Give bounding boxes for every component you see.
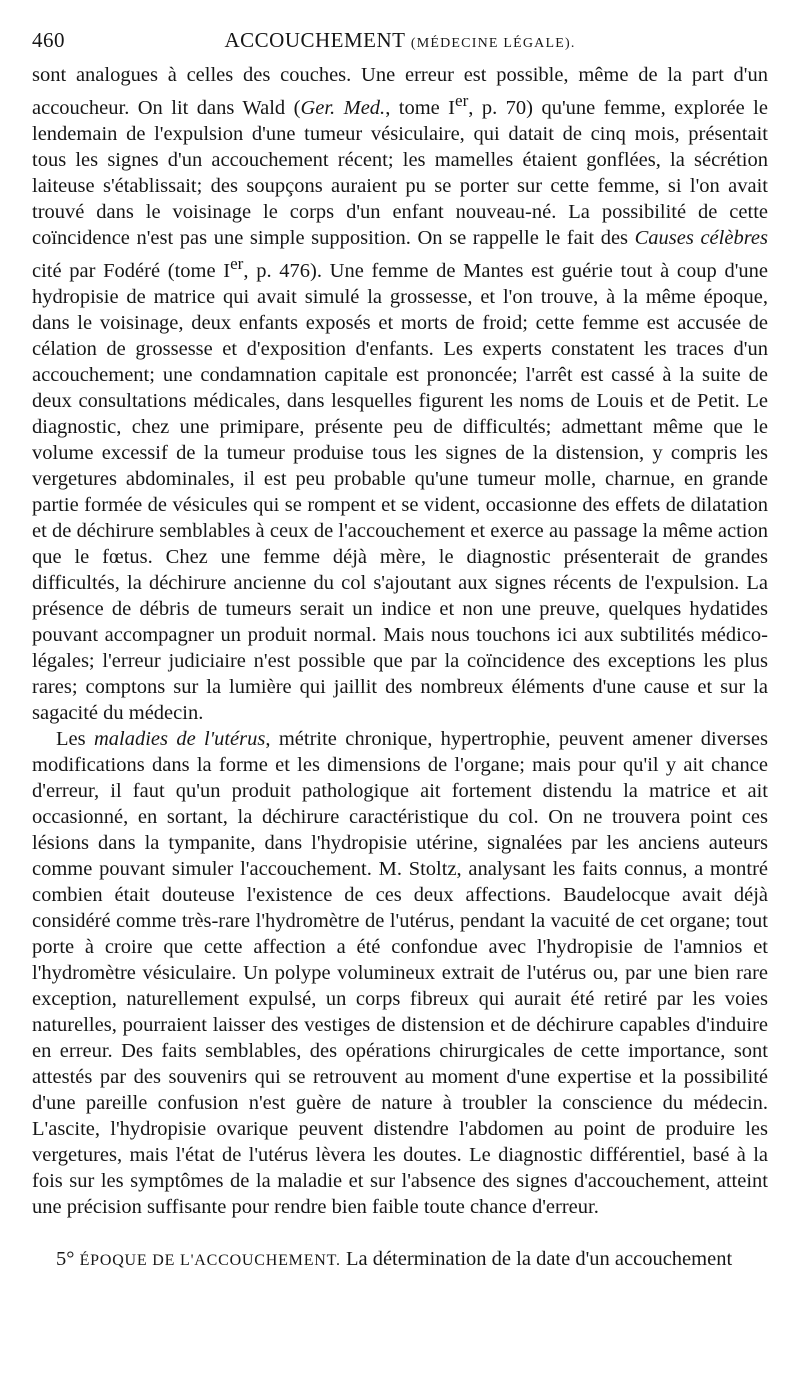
emphasis-maladies-uterus: maladies de l'utérus: [93, 727, 266, 750]
superscript: er: [230, 253, 244, 273]
citation-causes-celebres: Causes célèbres: [634, 226, 768, 249]
body-text: [32, 62, 768, 1274]
section-gap: [32, 1220, 768, 1246]
book-page: [32, 22, 768, 1274]
running-head: [32, 22, 768, 62]
text-run: , p. 476). Une femme de Mantes est guérie tout à coup d'une hydropisie de matrice qui avait simulé la grossesse, et l'on trouve, à la même époque, dans le voisinage, deux enfants exposés et morts de froid; cette femme est accusée de célation de grossesse et d'exposition d'enfants. Les experts constatent les traces d'un accouchement; une condamnation capitale est prononcée; l'arrêt est cassé à la suite de deux consultations médicales, dans lesquelles figurent les noms de Louis et de Petit. Le diagnostic, chez une primipare, présente peu de difficultés; admettant même que le volume excessif de la tumeur produise tous les signes de la distension, y compris les vergetures abdominales, il est peu probable qu'une tumeur molle, charnue, en grande partie formée de vésicules qui se rompent et se vident, occasionne des effets de dilatation et de déchirure semblables à ceux de l'accouchement et exerce au passage la même action que le fœtus. Chez une femme déjà mère, le diagnostic présenterait de grandes difficultés, la déchirure ancienne du col s'ajoutant aux signes récents de l'expulsion. La présence de débris de tumeurs serait un indice et non une preuve, quelques hydatides pouvant accompagner un produit normal. Mais nous touchons ici aux subtilités médico-légales; l'erreur judiciaire n'est possible que par la coïncidence des exceptions les plus rares; comptons sur la lumière qui jaillit des nombreux éléments d'une cause et sur la sagacité du médecin.: [32, 259, 768, 724]
text-run: Les: [56, 727, 94, 750]
paragraph-epoque-accouchement: [32, 1246, 768, 1274]
text-run: cité par Fodéré (tome I: [32, 259, 231, 282]
text-run: , tome I: [385, 96, 456, 119]
section-label: ÉPOQUE DE L'ACCOUCHEMENT.: [79, 1251, 341, 1269]
running-title: [32, 28, 768, 53]
running-title-main: ACCOUCHEMENT: [224, 28, 406, 52]
page-number: 460: [32, 28, 65, 52]
paragraph-uterine-diseases: [32, 726, 768, 1220]
paragraph-wald-case: [32, 62, 768, 726]
section-number: 5°: [56, 1247, 75, 1270]
text-run: La détermination de la date d'un accouchement: [340, 1247, 733, 1270]
text-run: , p. 70) qu'une femme, explorée le lendemain de l'expulsion d'une tumeur vésiculaire, qui datait de cinq mois, présentait tous les signes d'un accouchement récent; les mamelles étaient gonflées, la sécrétion laiteuse s'établissait; des soupçons auraient pu se porter sur cette femme, si l'on avait trouvé dans le voisinage le corps d'un enfant nouveau-né. La possibilité de cette coïncidence n'est pas une simple supposition. On se rappelle le fait des: [32, 96, 768, 249]
superscript: er: [455, 91, 469, 110]
text-run: , métrite chronique, hypertrophie, peuvent amener diverses modifications dans la forme et les dimensions de l'organe; mais pour qu'il y ait chance d'erreur, il faut qu'un produit pathologique ait fortement distendu la matrice et ait occasionné, en sortant, la déchirure caractéristique du col. On ne trouvera point ces lésions dans la tympanite, dans l'hydropisie utérine, signalées par les anciens auteurs comme pouvant simuler l'accouchement. M. Stoltz, analysant les faits connus, a montré combien était douteuse l'existence de ces deux affections. Baudelocque avait déjà considéré comme très-rare l'hydromètre de l'utérus, pendant la vacuité de cet organe; tout porte à croire que cette affection a été confondue avec l'hydropisie de l'amnios et l'hydromètre vésiculaire. Un polype volumineux extrait de l'utérus ou, par une bien rare exception, naturellement expulsé, un corps fibreux qui aurait été retiré par les voies naturelles, pourraient laisser des vestiges de distension et de déchirure capables d'induire en erreur. Des faits semblables, des opérations chirurgicales de cette importance, sont attestés par des souvenirs qui se retrouvent au moment d'une expertise et la possibilité d'une pareille confusion n'est guère de nature à troubler la conscience du médecin. L'ascite, l'hydropisie ovarique peuvent distendre l'abdomen au point de produire les vergetures, mais l'état de l'utérus lèvera les doutes. Le diagnostic différentiel, basé à la fois sur les symptômes de la maladie et sur l'absence des signes d'accouchement, atteint une précision suffisante pour rendre bien faible toute chance d'erreur.: [32, 727, 768, 1218]
running-title-sub: (MÉDECINE LÉGALE).: [410, 36, 576, 51]
text-run: sont analogues à celles des couches. Une erreur est possible, même de la part d'un accoucheur. On lit dans Wald (: [32, 64, 768, 119]
citation-ger-med: Ger. Med.: [300, 96, 386, 119]
